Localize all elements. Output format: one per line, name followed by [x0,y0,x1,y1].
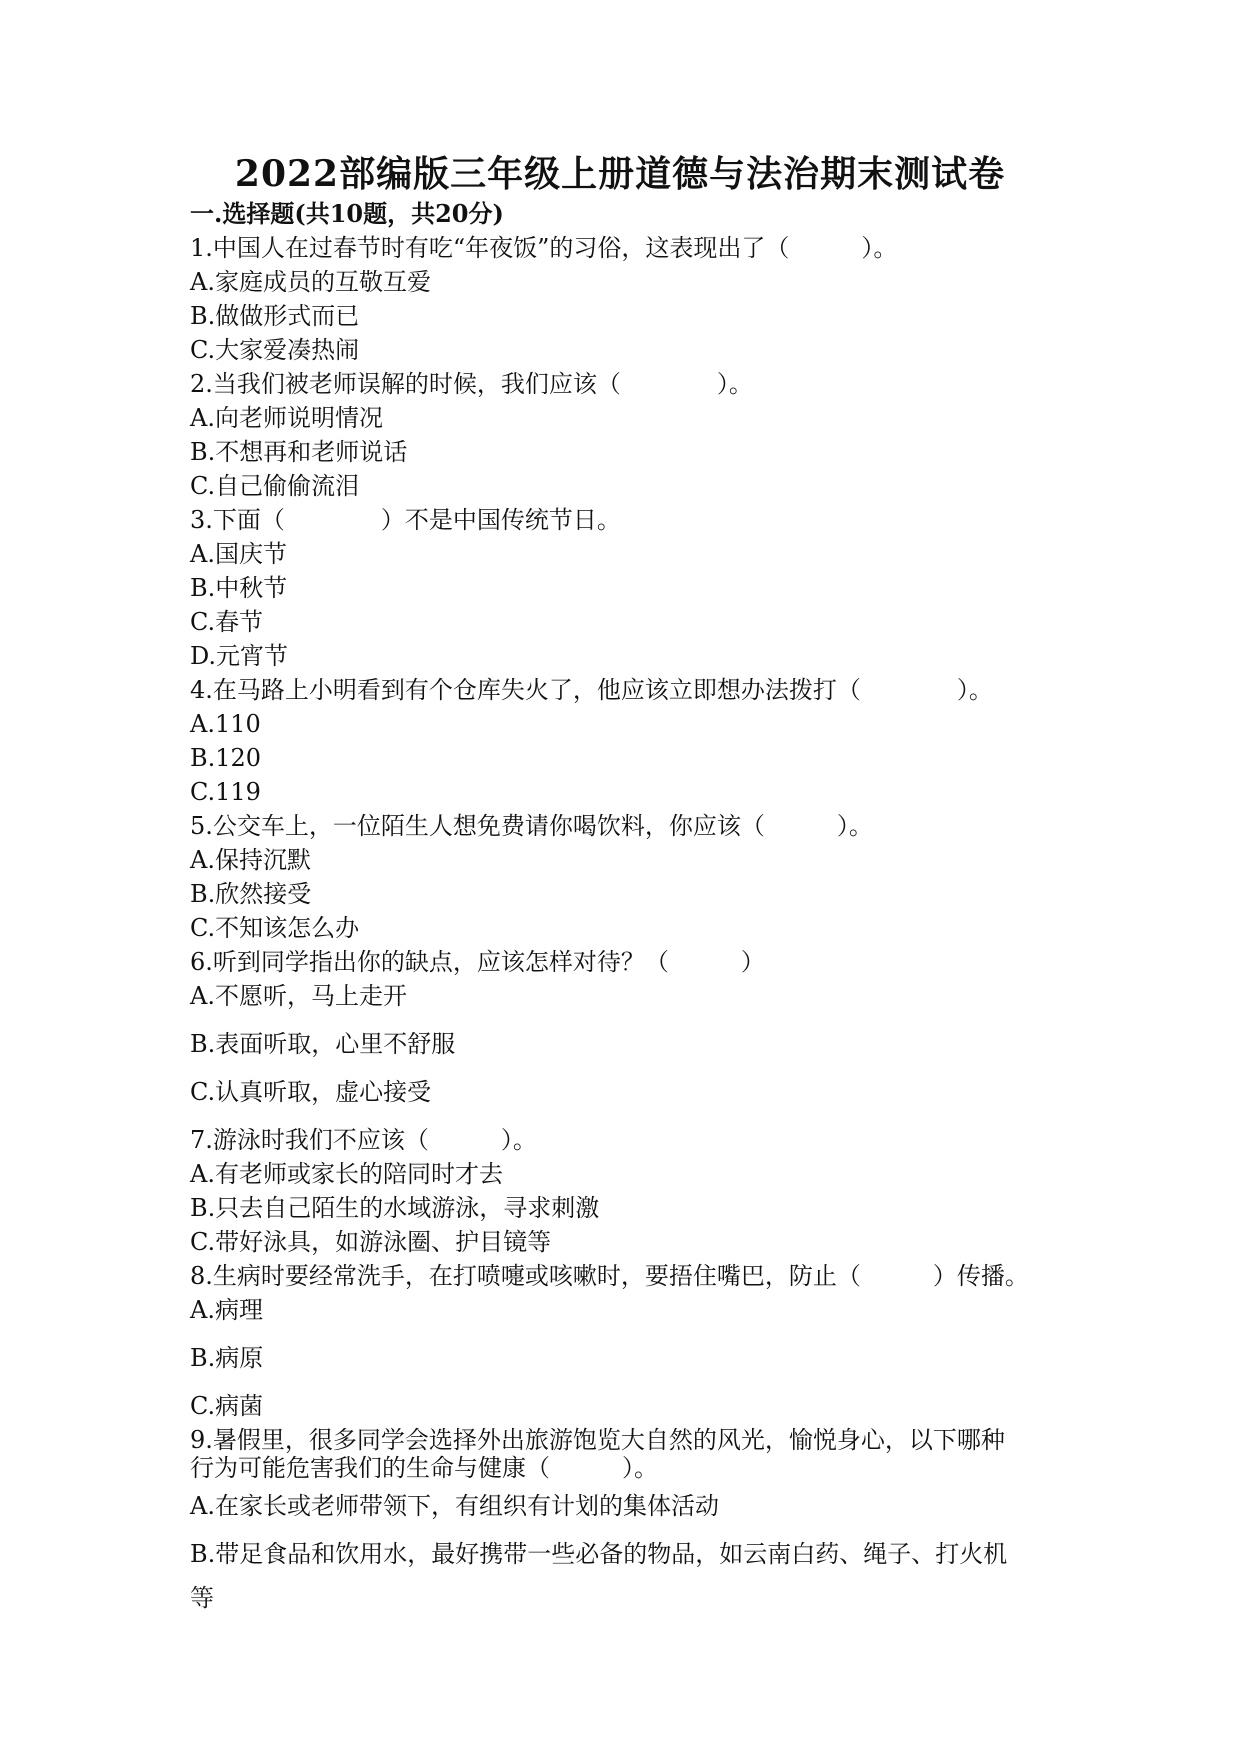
option-6a: A.不愿听，马上走开 [190,982,407,1010]
option-2b: B.不想再和老师说话 [190,438,408,466]
option-3a: A.国庆节 [190,540,287,568]
option-4b: B.120 [190,744,262,772]
option-6b: B.表面听取，心里不舒服 [190,1030,456,1058]
option-2a: A.向老师说明情况 [190,404,383,432]
question-9-line-1: 9.暑假里，很多同学会选择外出旅游饱览大自然的风光，愉悦身心，以下哪种 [190,1426,1005,1454]
option-7a: A.有老师或家长的陪同时才去 [190,1160,503,1188]
option-4c: C.119 [190,778,261,806]
option-7b: B.只去自己陌生的水域游泳，寻求刺激 [190,1194,600,1222]
question-9-line-2: 行为可能危害我们的生命与健康（ ）。 [190,1454,658,1482]
option-9b-line-1: B.带足食品和饮用水，最好携带一些必备的物品，如云南白药、绳子、打火机 [190,1540,1008,1568]
option-5b: B.欣然接受 [190,880,312,908]
option-3b: B.中秋节 [190,574,288,602]
option-7c: C.带好泳具，如游泳圈、护目镜等 [190,1228,552,1256]
option-1b: B.做做形式而已 [190,302,360,330]
option-1c: C.大家爱凑热闹 [190,336,360,364]
question-8: 8.生病时要经常洗手，在打喷嚏或咳嗽时，要捂住嘴巴，防止（ ）传播。 [190,1262,1029,1290]
option-9b-line-2: 等 [190,1584,214,1612]
option-3c: C.春节 [190,608,264,636]
question-2: 2.当我们被老师误解的时候，我们应该（ ）。 [190,370,753,398]
question-4: 4.在马路上小明看到有个仓库失火了，他应该立即想办法拨打（ ）。 [190,676,993,704]
option-1a: A.家庭成员的互敬互爱 [190,268,431,296]
question-6: 6.听到同学指出你的缺点，应该怎样对待？（ ） [190,948,765,976]
option-8b: B.病原 [190,1344,264,1372]
option-4a: A.110 [190,710,261,738]
question-3: 3.下面（ ）不是中国传统节日。 [190,506,621,534]
option-8c: C.病菌 [190,1392,264,1420]
question-7: 7.游泳时我们不应该（ ）。 [190,1126,537,1154]
option-6c: C.认真听取，虚心接受 [190,1078,432,1106]
option-5a: A.保持沉默 [190,846,311,874]
option-3d: D.元宵节 [190,642,289,670]
section-heading: 一.选择题(共10题，共20分) [190,199,504,228]
option-8a: A.病理 [190,1296,263,1324]
page-title: 2022部编版三年级上册道德与法治期末测试卷 [234,153,1006,195]
question-5: 5.公交车上，一位陌生人想免费请你喝饮料，你应该（ ）。 [190,812,873,840]
question-1: 1.中国人在过春节时有吃“年夜饭”的习俗，这表现出了（ ）。 [190,234,898,262]
option-9a: A.在家长或老师带领下，有组织有计划的集体活动 [190,1492,719,1520]
option-5c: C.不知该怎么办 [190,914,360,942]
option-2c: C.自己偷偷流泪 [190,472,360,500]
